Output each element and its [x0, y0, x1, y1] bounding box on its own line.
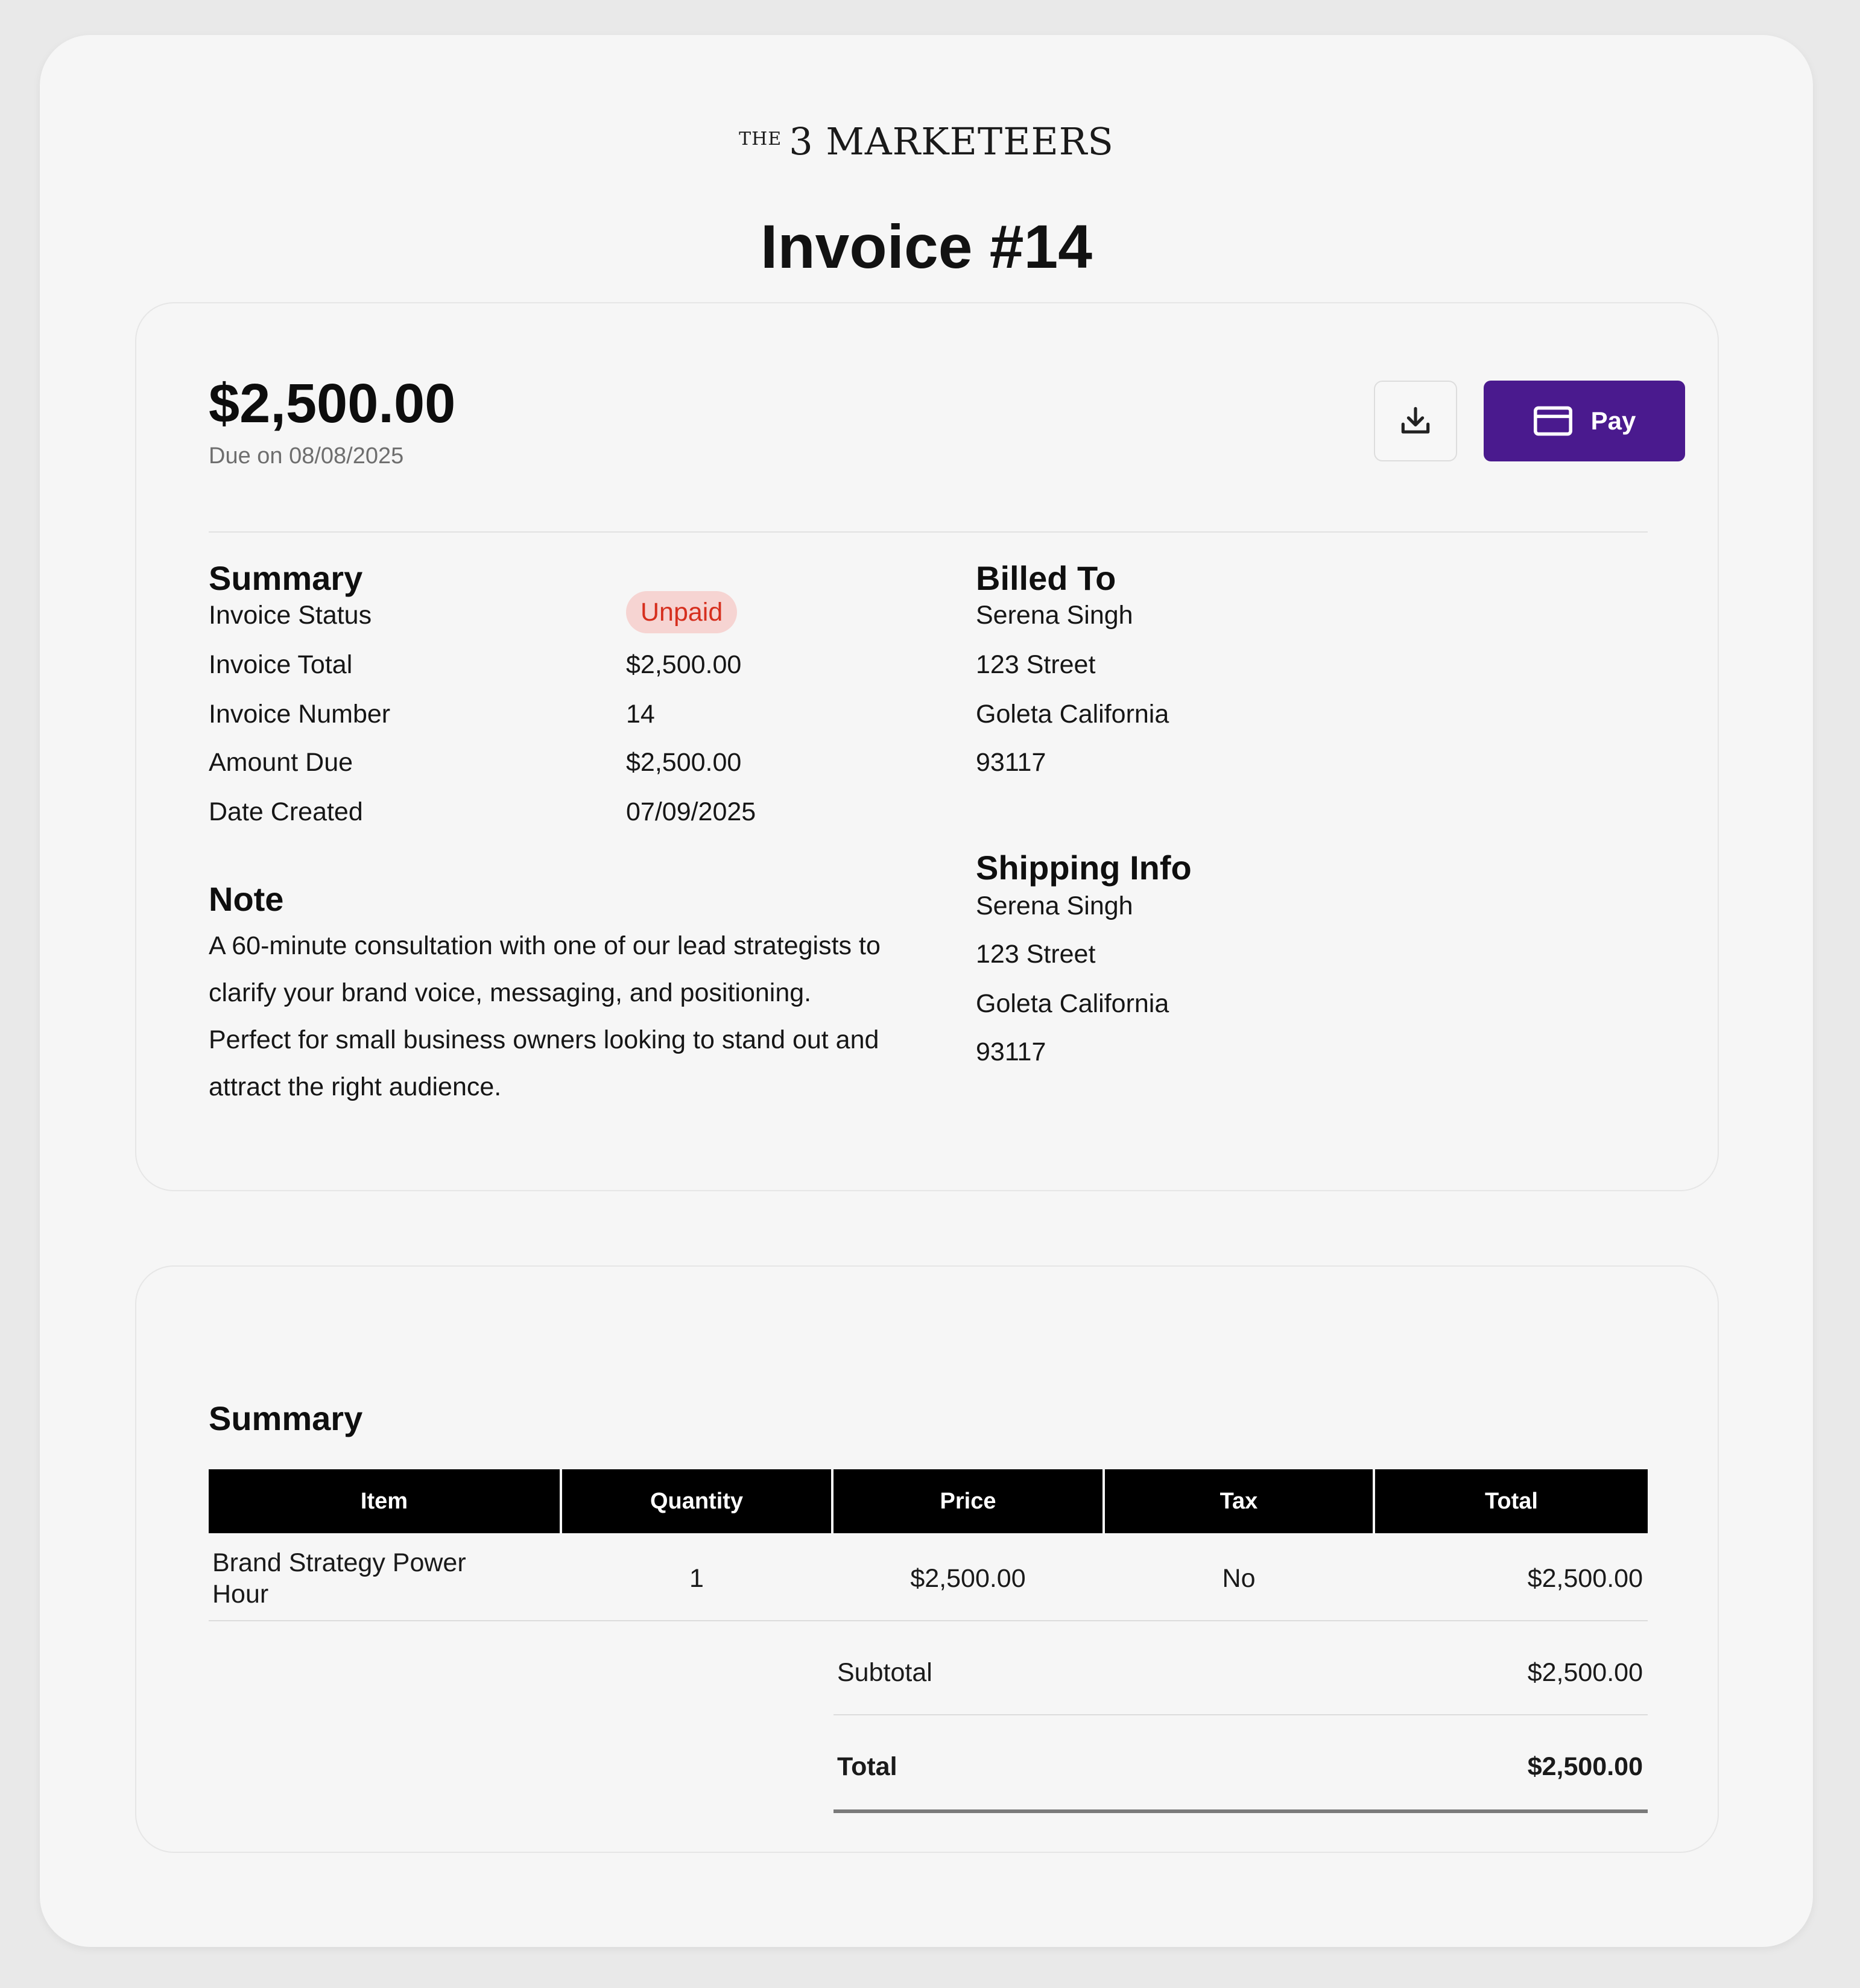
brand-prefix: THE — [739, 128, 782, 150]
column-header-total: Total — [1375, 1469, 1648, 1533]
credit-card-icon — [1533, 405, 1573, 437]
brand-name: 3 MARKETEERS — [789, 119, 1114, 163]
total-underline — [834, 1809, 1648, 1813]
subtotal-divider — [834, 1714, 1648, 1715]
header-divider — [209, 531, 1648, 533]
summary-heading: Summary — [209, 559, 363, 597]
row-divider — [209, 1620, 1648, 1621]
subtotal-label: Subtotal — [837, 1658, 932, 1687]
summary-value: 14 — [626, 700, 655, 729]
shipping-heading: Shipping Info — [976, 849, 1192, 887]
shipping-zip: 93117 — [976, 1037, 1046, 1066]
item-name: Brand Strategy Power Hour — [212, 1548, 466, 1609]
pay-button[interactable] — [1484, 381, 1685, 461]
item-price: $2,500.00 — [910, 1564, 1026, 1593]
item-total: $2,500.00 — [1527, 1564, 1643, 1593]
summary-value: $2,500.00 — [626, 748, 742, 777]
summary-label: Date Created — [209, 797, 363, 826]
shipping-name: Serena Singh — [976, 891, 1133, 920]
column-header-tax: Tax — [1105, 1469, 1373, 1533]
download-button[interactable] — [1374, 381, 1457, 461]
page-title: Invoice #14 — [761, 212, 1092, 281]
billed-to-zip: 93117 — [976, 748, 1046, 777]
invoice-details-card — [135, 302, 1719, 1191]
summary-label: Invoice Number — [209, 700, 391, 729]
column-header-item: Item — [209, 1469, 560, 1533]
column-header-quantity: Quantity — [562, 1469, 831, 1533]
brand-logo — [40, 119, 1813, 163]
subtotal-value: $2,500.00 — [1527, 1658, 1643, 1687]
note-heading: Note — [209, 880, 284, 918]
invoice-page — [40, 35, 1813, 1947]
item-tax: No — [1222, 1564, 1256, 1593]
summary-label: Amount Due — [209, 748, 353, 777]
amount-total: $2,500.00 — [209, 373, 456, 434]
billed-to-heading: Billed To — [976, 559, 1116, 597]
shipping-city: Goleta California — [976, 989, 1169, 1018]
total-value: $2,500.00 — [1527, 1752, 1643, 1781]
billed-to-name: Serena Singh — [976, 601, 1133, 630]
billed-to-street: 123 Street — [976, 650, 1096, 679]
summary-label: Invoice Status — [209, 601, 372, 630]
status-badge: Unpaid — [626, 591, 737, 633]
summary-value: 07/09/2025 — [626, 797, 756, 826]
due-date: Due on 08/08/2025 — [209, 443, 404, 469]
line-items-card — [135, 1265, 1719, 1853]
pay-button-label: Pay — [1590, 407, 1636, 435]
column-header-price: Price — [834, 1469, 1102, 1533]
total-label: Total — [837, 1752, 897, 1781]
note-text: A 60-minute consultation with one of our lead strategists to clarify your brand voice, messaging, and positioning. Perfect for small business owners looking to stand out and attract the right audience. — [209, 931, 881, 1101]
line-items-heading: Summary — [209, 1399, 363, 1437]
item-quantity: 1 — [689, 1564, 704, 1593]
summary-value: $2,500.00 — [626, 650, 742, 679]
billed-to-city: Goleta California — [976, 700, 1169, 729]
summary-label: Invoice Total — [209, 650, 353, 679]
shipping-street: 123 Street — [976, 940, 1096, 969]
download-icon — [1397, 402, 1434, 440]
